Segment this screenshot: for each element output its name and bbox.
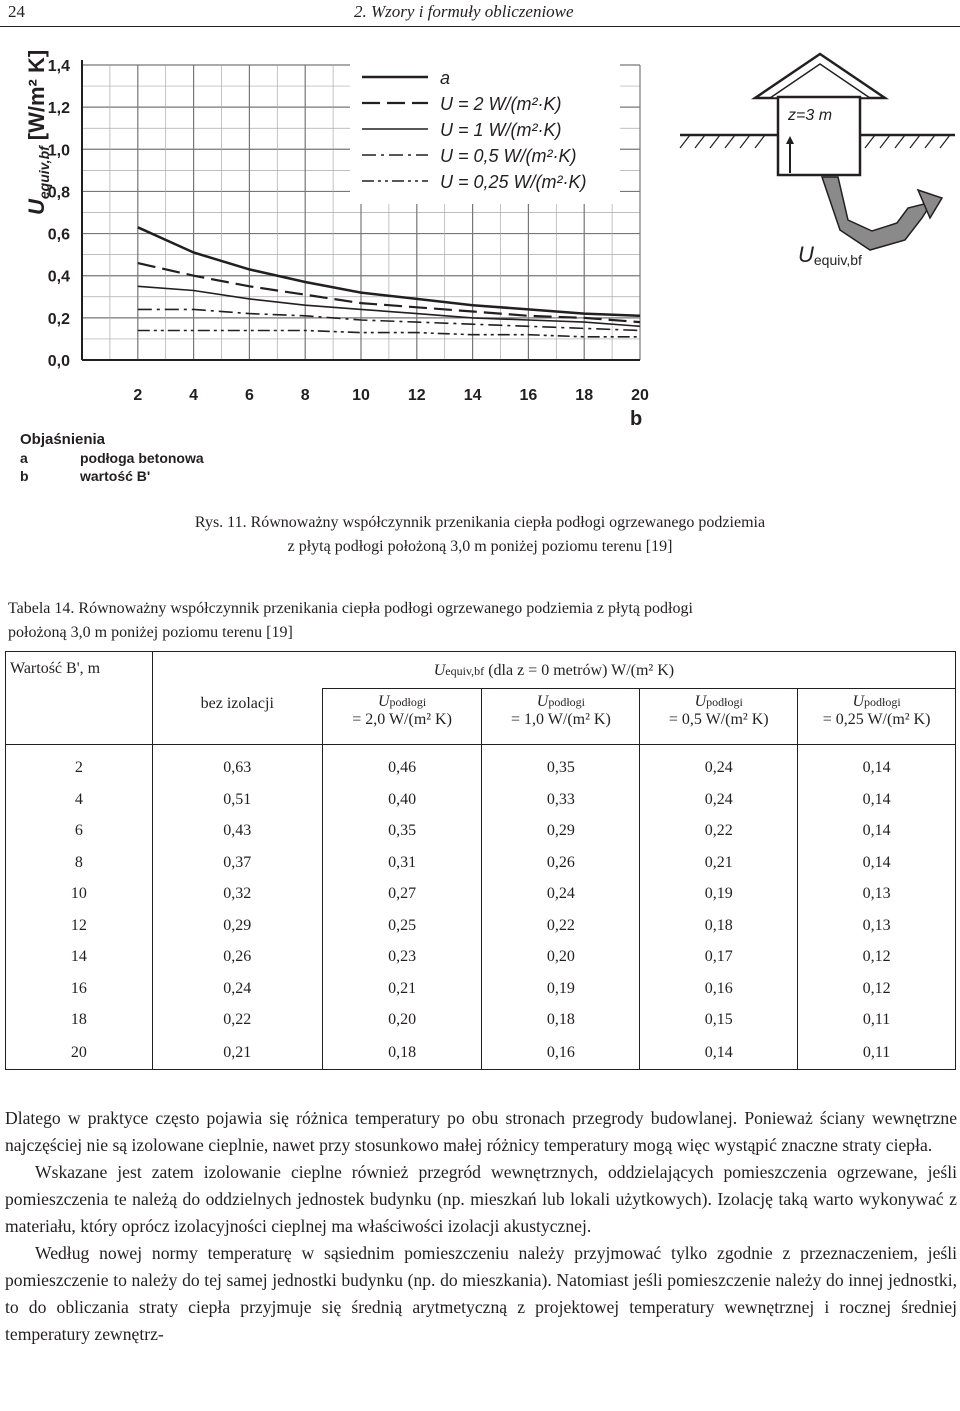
col-head-b: Wartość B', m [6, 652, 153, 745]
page-number: 24 [8, 2, 25, 21]
table-cell: 4 [6, 784, 153, 816]
table-cell: 0,18 [322, 1036, 482, 1070]
table-cell: 0,29 [152, 910, 322, 942]
legend-label: a [440, 68, 451, 88]
key-block [20, 431, 204, 484]
x-tick-label: 14 [463, 387, 482, 404]
x-tick-label: 16 [519, 387, 538, 404]
table-cell: 0,25 [322, 910, 482, 942]
table-cell: 0,14 [798, 784, 956, 816]
x-tick-label: 12 [407, 387, 426, 404]
table-cell: 0,35 [482, 745, 640, 785]
table-cell: 0,22 [152, 1005, 322, 1037]
table-cell: 0,37 [152, 847, 322, 879]
y-tick-label: 1,4 [47, 58, 70, 75]
y-axis-label: $U_{equiv,bf}[W/m^2$ K] [24, 49, 52, 215]
table-cell: 0,22 [482, 910, 640, 942]
key-letter-a: a [20, 450, 28, 466]
table-cell: 0,12 [798, 973, 956, 1005]
x-tick-label: 4 [189, 387, 199, 404]
table-caption-line1: Tabela 14. Równoważny współczynnik przenikania ciepła podłogi ogrzewanego podziemia z płytą podłogi [8, 600, 693, 617]
heat-flow-arrow [822, 177, 932, 250]
table-cell: 0,17 [640, 942, 798, 974]
col-head-u2: Upodłogi = 2,0 W/(m² K) [322, 689, 482, 745]
table-row [6, 816, 956, 848]
house-illustration [680, 54, 955, 250]
page-header [0, 0, 960, 28]
table-cell: 0,13 [798, 910, 956, 942]
x-tick-label: 10 [352, 387, 370, 404]
table-row [6, 1036, 956, 1070]
table-cell: 0,12 [798, 942, 956, 974]
key-title: Objaśnienia [20, 431, 106, 448]
table-cell: 0,29 [482, 816, 640, 848]
table-cell: 14 [6, 942, 153, 974]
table-cell: 8 [6, 847, 153, 879]
table-cell: 0,15 [640, 1005, 798, 1037]
figure-caption-line1: Rys. 11. Równoważny współczynnik przenikania ciepła podłogi ogrzewanego podziemia [194, 514, 766, 531]
table-row [6, 879, 956, 911]
table-cell: 0,22 [640, 816, 798, 848]
y-tick-label: 0,6 [47, 226, 70, 244]
x-tick-label: 20 [631, 387, 649, 404]
table-cell: 0,24 [640, 745, 798, 785]
col-head-u05: Upodłogi = 0,5 W/(m² K) [640, 689, 798, 745]
arrow-label: Uequiv,bf [798, 242, 862, 268]
y-tick-label: 0,0 [47, 353, 70, 370]
table-row [6, 847, 956, 879]
table-cell: 0,21 [152, 1036, 322, 1070]
x-tick-label: 2 [133, 387, 143, 404]
key-letter-b: b [20, 468, 29, 484]
legend-label: U = 1 W/(m²·K) [440, 120, 562, 140]
table-cell: 16 [6, 973, 153, 1005]
table-cell: 0,23 [322, 942, 482, 974]
table-body [6, 745, 956, 1070]
legend-label: U = 2 W/(m²·K) [440, 94, 562, 114]
table-row [6, 1005, 956, 1037]
y-tick-label: 1,0 [47, 142, 70, 160]
legend-label: U = 0,5 W/(m²·K) [440, 146, 577, 166]
table-cell: 0,13 [798, 879, 956, 911]
col-head-u1: Upodłogi = 1,0 W/(m² K) [482, 689, 640, 745]
x-tick-label: 18 [575, 387, 594, 404]
col-head-u025: Upodłogi = 0,25 W/(m² K) [798, 689, 956, 745]
table-cell: 12 [6, 910, 153, 942]
table-cell: 0,18 [482, 1005, 640, 1037]
table-cell: 0,20 [322, 1005, 482, 1037]
table-cell: 0,14 [798, 745, 956, 785]
table-cell: 0,19 [482, 973, 640, 1005]
paragraph-3: Według nowej normy temperaturę w sąsiednim pomieszczeniu należy przyjmować tylko zgodnie z przeznaczeniem, jeśli pomieszczenie to należy do tej samej jednostki budynku (np. do mieszkania). Natomiast jeśli pomieszczenie należy do innej jednostki, to do obliczania straty ciepła przyjmuje się średnią arytmetyczną z projektowej temperatury wewnętrznej i rocznej średniej temperatury zewnętrz- [5, 1243, 957, 1344]
table-cell: 0,18 [640, 910, 798, 942]
table-cell: 0,11 [798, 1036, 956, 1070]
table-cell: 2 [6, 745, 153, 785]
table-caption-line2: położoną 3,0 m poniżej poziomu terenu [19] [8, 624, 293, 641]
table-cell: 20 [6, 1036, 153, 1070]
col-head-span: Uequiv,bf (dla z = 0 metrów) W/(m² K) [152, 652, 955, 689]
table-row [6, 910, 956, 942]
y-tick-label: 0,4 [47, 268, 70, 286]
table-cell: 0,46 [322, 745, 482, 785]
table-cell: 0,33 [482, 784, 640, 816]
table-row [6, 973, 956, 1005]
key-text-b: wartość B' [80, 468, 151, 484]
table-cell: 6 [6, 816, 153, 848]
table-cell: 0,16 [640, 973, 798, 1005]
table-cell: 0,24 [152, 973, 322, 1005]
table-cell: 0,31 [322, 847, 482, 879]
y-tick-label: 0,8 [47, 184, 70, 202]
table-cell: 0,32 [152, 879, 322, 911]
paragraph-2: Wskazane jest zatem izolowanie cieplne również przegród wewnętrznych, oddzielających pomieszczenia ogrzewane, jeśli pomieszczenia te należą do oddzielnych jednostek budynku (np. mieszkań lub lokali użytkowych). Izolację taką warto wykonywać z materiału, który oprócz izolacyjności cieplnej ma właściwości izolacji akustycznej. [5, 1162, 957, 1236]
table-cell: 18 [6, 1005, 153, 1037]
legend-label: U = 0,25 W/(m²·K) [440, 172, 587, 192]
header-rule [0, 26, 960, 27]
running-title: 2. Wzory i formuły obliczeniowe [354, 2, 574, 21]
y-tick-label: 1,2 [47, 100, 70, 118]
house-depth-label: z=3 m [788, 107, 833, 124]
x-tick-label: 6 [244, 387, 254, 404]
paragraph-1: Dlatego w praktyce często pojawia się różnica temperatury po obu stronach przegrody budowlanej. Ponieważ ściany wewnętrzne najczęściej nie są izolowane cieplnie, nawet przy stosunkowo małej różnicy temperatury mogą więc wystąpić znaczne straty ciepła. [5, 1108, 957, 1155]
col-head-no-insulation: bez izolacji [152, 689, 322, 745]
table-cell: 0,20 [482, 942, 640, 974]
table-cell: 0,35 [322, 816, 482, 848]
table-row [6, 745, 956, 785]
table-row [6, 784, 956, 816]
table-cell: 0,43 [152, 816, 322, 848]
y-tick-label: 0,2 [47, 310, 70, 328]
table-cell: 0,16 [482, 1036, 640, 1070]
table-cell: 0,14 [798, 847, 956, 879]
table-cell: 0,26 [152, 942, 322, 974]
table-cell: 0,63 [152, 745, 322, 785]
table-cell: 0,21 [322, 973, 482, 1005]
table-cell: 0,11 [798, 1005, 956, 1037]
x-axis-letter: b [630, 408, 643, 430]
x-tick-label: 8 [300, 387, 310, 404]
key-text-a: podłoga betonowa [80, 450, 204, 466]
table-cell: 0,24 [482, 879, 640, 911]
table-cell: 0,21 [640, 847, 798, 879]
table-cell: 0,14 [798, 816, 956, 848]
figure-caption-line2: z płytą podłogi położoną 3,0 m poniżej poziomu terenu [19] [287, 538, 673, 555]
table-cell: 0,51 [152, 784, 322, 816]
figure-chart [0, 40, 960, 510]
chart-legend [350, 64, 620, 204]
data-table [5, 651, 956, 1070]
table-cell: 0,14 [640, 1036, 798, 1070]
table-cell: 10 [6, 879, 153, 911]
table-cell: 0,19 [640, 879, 798, 911]
table-cell: 0,24 [640, 784, 798, 816]
table-row [6, 942, 956, 974]
body-text [5, 1105, 957, 1348]
table-cell: 0,27 [322, 879, 482, 911]
table-cell: 0,26 [482, 847, 640, 879]
table-cell: 0,40 [322, 784, 482, 816]
